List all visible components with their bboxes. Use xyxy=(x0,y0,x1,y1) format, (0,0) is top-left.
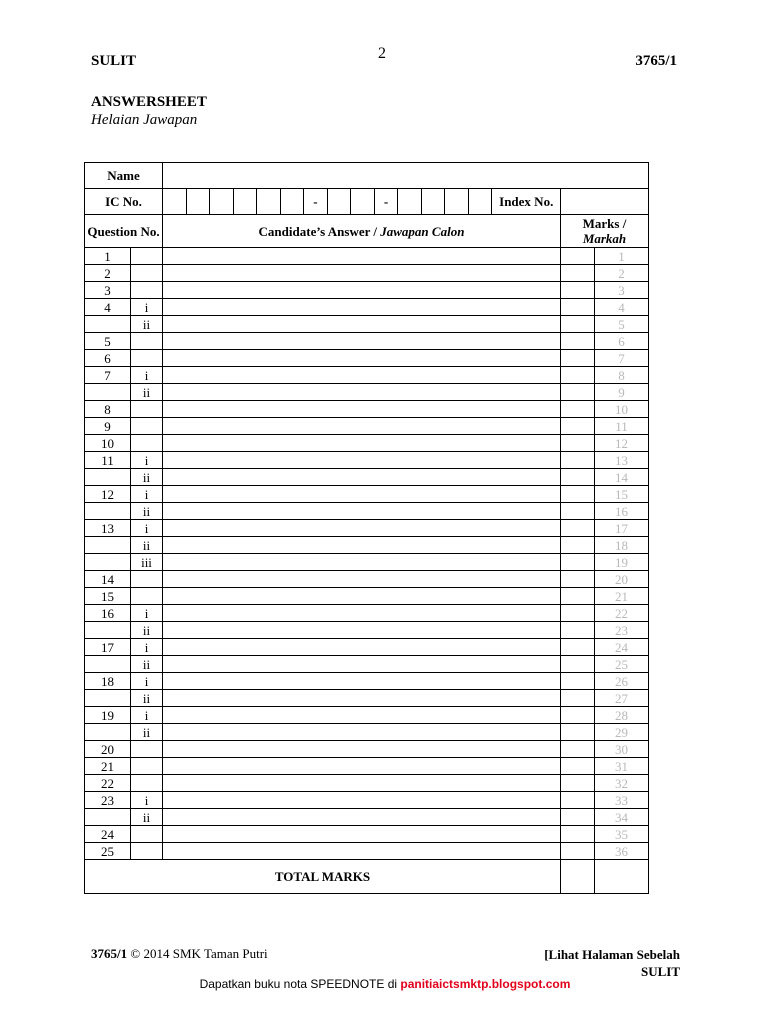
table-row xyxy=(85,452,649,469)
marks-header-italic: Markah xyxy=(582,231,627,246)
answer-cell[interactable] xyxy=(163,469,561,486)
marks-entry-cell[interactable] xyxy=(561,639,595,656)
answer-cell[interactable] xyxy=(163,843,561,860)
answer-cell[interactable] xyxy=(163,707,561,724)
marks-entry-cell[interactable] xyxy=(561,809,595,826)
marks-entry-cell[interactable] xyxy=(561,792,595,809)
table-row xyxy=(85,384,649,401)
table-row xyxy=(85,537,649,554)
table-row xyxy=(85,299,649,316)
ic-digit-box[interactable] xyxy=(351,189,375,214)
answer-header xyxy=(163,215,561,248)
marks-entry-cell[interactable] xyxy=(561,656,595,673)
answer-cell[interactable] xyxy=(163,571,561,588)
answer-cell[interactable] xyxy=(163,673,561,690)
ic-row xyxy=(85,189,649,215)
marks-entry-cell[interactable] xyxy=(561,843,595,860)
sub-question: iii xyxy=(131,554,163,571)
mark-number: 36 xyxy=(595,843,649,860)
answer-cell[interactable] xyxy=(163,265,561,282)
marks-entry-cell[interactable] xyxy=(561,265,595,282)
question-number: 22 xyxy=(85,775,131,792)
question-number: 25 xyxy=(85,843,131,860)
marks-entry-cell[interactable] xyxy=(561,452,595,469)
marks-entry-cell[interactable] xyxy=(561,520,595,537)
table-row xyxy=(85,265,649,282)
sub-question xyxy=(131,282,163,299)
answer-cell[interactable] xyxy=(163,299,561,316)
table-row xyxy=(85,435,649,452)
marks-entry-cell[interactable] xyxy=(561,486,595,503)
page-title: ANSWERSHEET xyxy=(91,94,207,110)
marks-entry-cell[interactable] xyxy=(561,537,595,554)
answer-header-text: Candidate’s Answer / xyxy=(258,223,381,239)
marks-entry-cell[interactable] xyxy=(561,724,595,741)
sub-question xyxy=(131,248,163,265)
table-row xyxy=(85,401,649,418)
mark-number: 15 xyxy=(595,486,649,503)
mark-number: 20 xyxy=(595,571,649,588)
marks-entry-cell[interactable] xyxy=(561,282,595,299)
mark-number: 26 xyxy=(595,673,649,690)
ic-digit-box[interactable] xyxy=(422,189,446,214)
sub-question: i xyxy=(131,299,163,316)
marks-entry-cell[interactable] xyxy=(561,316,595,333)
column-header-row xyxy=(85,215,649,248)
answer-cell[interactable] xyxy=(163,486,561,503)
answer-cell[interactable] xyxy=(163,418,561,435)
mark-number: 27 xyxy=(595,690,649,707)
table-row xyxy=(85,673,649,690)
marks-entry-cell[interactable] xyxy=(561,469,595,486)
table-row xyxy=(85,758,649,775)
answer-cell[interactable] xyxy=(163,248,561,265)
question-number: 13 xyxy=(85,520,131,537)
table-row xyxy=(85,554,649,571)
mark-number: 32 xyxy=(595,775,649,792)
mark-number: 2 xyxy=(595,265,649,282)
ic-digit-box[interactable] xyxy=(163,189,187,214)
marks-entry-cell[interactable] xyxy=(561,826,595,843)
promo-note xyxy=(0,977,770,991)
sub-question xyxy=(131,826,163,843)
question-number xyxy=(85,690,131,707)
sub-question xyxy=(131,401,163,418)
ic-digit-box[interactable] xyxy=(398,189,422,214)
question-number: 21 xyxy=(85,758,131,775)
sub-question: ii xyxy=(131,809,163,826)
question-number xyxy=(85,469,131,486)
question-number: 2 xyxy=(85,265,131,282)
name-field[interactable] xyxy=(163,163,649,189)
sub-question: i xyxy=(131,639,163,656)
mark-number: 3 xyxy=(595,282,649,299)
name-label: Name xyxy=(85,163,163,189)
marks-entry-cell[interactable] xyxy=(561,673,595,690)
marks-entry-cell[interactable] xyxy=(561,333,595,350)
question-number xyxy=(85,554,131,571)
ic-separator: - xyxy=(375,189,399,214)
mark-number: 19 xyxy=(595,554,649,571)
answer-cell[interactable] xyxy=(163,656,561,673)
mark-number: 4 xyxy=(595,299,649,316)
mark-number: 12 xyxy=(595,435,649,452)
sub-question xyxy=(131,265,163,282)
table-row xyxy=(85,316,649,333)
answer-header-italic: Jawapan Calon xyxy=(380,223,465,239)
ic-digit-box[interactable] xyxy=(469,189,493,214)
table-row xyxy=(85,792,649,809)
question-number: 24 xyxy=(85,826,131,843)
question-number xyxy=(85,622,131,639)
ic-digit-box[interactable] xyxy=(328,189,352,214)
footer-sulit: SULIT xyxy=(640,964,680,979)
marks-entry-cell[interactable] xyxy=(561,707,595,724)
table-row xyxy=(85,809,649,826)
sub-question xyxy=(131,741,163,758)
answer-cell[interactable] xyxy=(163,758,561,775)
table-row xyxy=(85,690,649,707)
ic-digit-box[interactable] xyxy=(210,189,234,214)
table-row xyxy=(85,367,649,384)
table-row xyxy=(85,333,649,350)
marks-header xyxy=(561,215,649,248)
index-label: Index No. xyxy=(499,194,554,209)
question-number: 15 xyxy=(85,588,131,605)
mark-number: 33 xyxy=(595,792,649,809)
question-number xyxy=(85,503,131,520)
total-marks-field[interactable] xyxy=(561,860,595,894)
total-marks-label: TOTAL MARKS xyxy=(85,860,561,894)
marks-entry-cell[interactable] xyxy=(561,401,595,418)
table-row xyxy=(85,282,649,299)
mark-number: 6 xyxy=(595,333,649,350)
mark-number: 31 xyxy=(595,758,649,775)
ic-digit-box[interactable] xyxy=(257,189,281,214)
promo-link[interactable]: panitiaictsmktp.blogspot.com xyxy=(400,977,571,991)
answer-cell[interactable] xyxy=(163,282,561,299)
table-row xyxy=(85,520,649,537)
question-number: 12 xyxy=(85,486,131,503)
question-number: 6 xyxy=(85,350,131,367)
answer-cell[interactable] xyxy=(163,520,561,537)
sub-question: i xyxy=(131,367,163,384)
mark-number: 13 xyxy=(595,452,649,469)
answer-cell[interactable] xyxy=(163,809,561,826)
ic-separator: - xyxy=(304,189,328,214)
total-marks-blank xyxy=(595,860,649,894)
ic-and-index-cell xyxy=(163,189,561,215)
answer-cell[interactable] xyxy=(163,792,561,809)
mark-number: 7 xyxy=(595,350,649,367)
question-number: 17 xyxy=(85,639,131,656)
sub-question: i xyxy=(131,707,163,724)
marks-header-text: Marks / xyxy=(582,216,627,231)
ic-label: IC No. xyxy=(85,189,163,215)
question-number: 16 xyxy=(85,605,131,622)
mark-number: 23 xyxy=(595,622,649,639)
answer-sheet-table xyxy=(84,162,649,894)
sub-question: ii xyxy=(131,316,163,333)
mark-number: 5 xyxy=(595,316,649,333)
mark-number: 21 xyxy=(595,588,649,605)
marks-entry-cell[interactable] xyxy=(561,418,595,435)
sub-question: i xyxy=(131,673,163,690)
question-number xyxy=(85,316,131,333)
marks-entry-cell[interactable] xyxy=(561,775,595,792)
marks-entry-cell[interactable] xyxy=(561,384,595,401)
table-row xyxy=(85,469,649,486)
marks-entry-cell[interactable] xyxy=(561,248,595,265)
sub-question: ii xyxy=(131,724,163,741)
mark-number: 25 xyxy=(595,656,649,673)
table-row xyxy=(85,503,649,520)
table-row xyxy=(85,605,649,622)
question-number: 7 xyxy=(85,367,131,384)
table-row xyxy=(85,775,649,792)
promo-text: Dapatkan buku nota SPEEDNOTE di xyxy=(199,977,401,991)
sub-question: ii xyxy=(131,384,163,401)
mark-number: 1 xyxy=(595,248,649,265)
question-number: 20 xyxy=(85,741,131,758)
answer-cell[interactable] xyxy=(163,367,561,384)
question-number: 14 xyxy=(85,571,131,588)
question-number xyxy=(85,724,131,741)
question-number: 1 xyxy=(85,248,131,265)
footer-right xyxy=(544,946,680,980)
sub-question: i xyxy=(131,486,163,503)
sub-question xyxy=(131,775,163,792)
mark-number: 16 xyxy=(595,503,649,520)
sub-question xyxy=(131,418,163,435)
question-number: 23 xyxy=(85,792,131,809)
mark-number: 11 xyxy=(595,418,649,435)
table-row xyxy=(85,639,649,656)
sub-question: ii xyxy=(131,622,163,639)
mark-number: 22 xyxy=(595,605,649,622)
marks-entry-cell[interactable] xyxy=(561,605,595,622)
answer-cell[interactable] xyxy=(163,690,561,707)
table-row xyxy=(85,741,649,758)
question-number: 5 xyxy=(85,333,131,350)
ic-digit-box[interactable] xyxy=(445,189,469,214)
page-subtitle: Helaian Jawapan xyxy=(91,112,198,128)
paper-code: 3765/1 xyxy=(635,53,677,69)
question-number: 9 xyxy=(85,418,131,435)
question-number xyxy=(85,656,131,673)
answer-cell[interactable] xyxy=(163,775,561,792)
mark-number: 28 xyxy=(595,707,649,724)
mark-number: 30 xyxy=(595,741,649,758)
mark-number: 29 xyxy=(595,724,649,741)
question-number: 19 xyxy=(85,707,131,724)
table-row xyxy=(85,248,649,265)
ic-digit-box[interactable] xyxy=(187,189,211,214)
answer-cell[interactable] xyxy=(163,384,561,401)
marks-entry-cell[interactable] xyxy=(561,367,595,384)
sub-question: ii xyxy=(131,690,163,707)
answer-cell[interactable] xyxy=(163,452,561,469)
answer-cell[interactable] xyxy=(163,622,561,639)
question-number: 4 xyxy=(85,299,131,316)
mark-number: 17 xyxy=(595,520,649,537)
answer-cell[interactable] xyxy=(163,554,561,571)
answer-cell[interactable] xyxy=(163,503,561,520)
sub-question xyxy=(131,758,163,775)
sub-question: ii xyxy=(131,537,163,554)
sub-question: ii xyxy=(131,656,163,673)
question-number: 8 xyxy=(85,401,131,418)
table-row xyxy=(85,843,649,860)
ic-digit-box[interactable] xyxy=(234,189,258,214)
question-number: 11 xyxy=(85,452,131,469)
marks-entry-cell[interactable] xyxy=(561,350,595,367)
marks-entry-cell[interactable] xyxy=(561,588,595,605)
question-number xyxy=(85,809,131,826)
footer-copyright xyxy=(91,946,268,962)
answer-cell[interactable] xyxy=(163,401,561,418)
answer-cell[interactable] xyxy=(163,588,561,605)
total-row xyxy=(85,860,649,894)
marks-entry-cell[interactable] xyxy=(561,741,595,758)
mark-number: 10 xyxy=(595,401,649,418)
answer-cell[interactable] xyxy=(163,350,561,367)
sub-question xyxy=(131,843,163,860)
marks-entry-cell[interactable] xyxy=(561,690,595,707)
mark-number: 14 xyxy=(595,469,649,486)
marks-entry-cell[interactable] xyxy=(561,571,595,588)
answer-cell[interactable] xyxy=(163,435,561,452)
answer-cell[interactable] xyxy=(163,316,561,333)
sub-question: i xyxy=(131,520,163,537)
header-sulit: SULIT xyxy=(91,53,137,69)
mark-number: 35 xyxy=(595,826,649,843)
footer-copyright-text: © 2014 SMK Taman Putri xyxy=(130,946,268,961)
marks-entry-cell[interactable] xyxy=(561,299,595,316)
table-row xyxy=(85,622,649,639)
mark-number: 9 xyxy=(595,384,649,401)
answer-cell[interactable] xyxy=(163,333,561,350)
sub-question xyxy=(131,350,163,367)
mark-number: 34 xyxy=(595,809,649,826)
marks-entry-cell[interactable] xyxy=(561,435,595,452)
table-row xyxy=(85,588,649,605)
page-number: 2 xyxy=(378,45,386,62)
question-number xyxy=(85,537,131,554)
sub-question: ii xyxy=(131,469,163,486)
name-row xyxy=(85,163,649,189)
index-field[interactable] xyxy=(561,189,649,215)
table-row xyxy=(85,486,649,503)
mark-number: 18 xyxy=(595,537,649,554)
sub-question: ii xyxy=(131,503,163,520)
question-number: 3 xyxy=(85,282,131,299)
question-header: Question No. xyxy=(85,215,163,248)
sub-question xyxy=(131,333,163,350)
table-row xyxy=(85,826,649,843)
sub-question: i xyxy=(131,605,163,622)
marks-entry-cell[interactable] xyxy=(561,554,595,571)
sub-question xyxy=(131,588,163,605)
answer-cell[interactable] xyxy=(163,724,561,741)
marks-entry-cell[interactable] xyxy=(561,622,595,639)
table-row xyxy=(85,571,649,588)
question-number: 18 xyxy=(85,673,131,690)
question-number xyxy=(85,384,131,401)
sub-question: i xyxy=(131,792,163,809)
answer-cell[interactable] xyxy=(163,741,561,758)
mark-number: 8 xyxy=(595,367,649,384)
answer-cell[interactable] xyxy=(163,639,561,656)
answer-cell[interactable] xyxy=(163,537,561,554)
table-row xyxy=(85,350,649,367)
footer-code: 3765/1 xyxy=(91,946,128,961)
table-row xyxy=(85,724,649,741)
question-number: 10 xyxy=(85,435,131,452)
table-row xyxy=(85,656,649,673)
answer-cell[interactable] xyxy=(163,605,561,622)
ic-digit-box[interactable] xyxy=(281,189,305,214)
mark-number: 24 xyxy=(595,639,649,656)
marks-entry-cell[interactable] xyxy=(561,758,595,775)
sub-question xyxy=(131,435,163,452)
table-row xyxy=(85,418,649,435)
sub-question: i xyxy=(131,452,163,469)
marks-entry-cell[interactable] xyxy=(561,503,595,520)
next-page-note: [Lihat Halaman Sebelah xyxy=(544,947,680,962)
sub-question xyxy=(131,571,163,588)
answer-cell[interactable] xyxy=(163,826,561,843)
table-row xyxy=(85,707,649,724)
